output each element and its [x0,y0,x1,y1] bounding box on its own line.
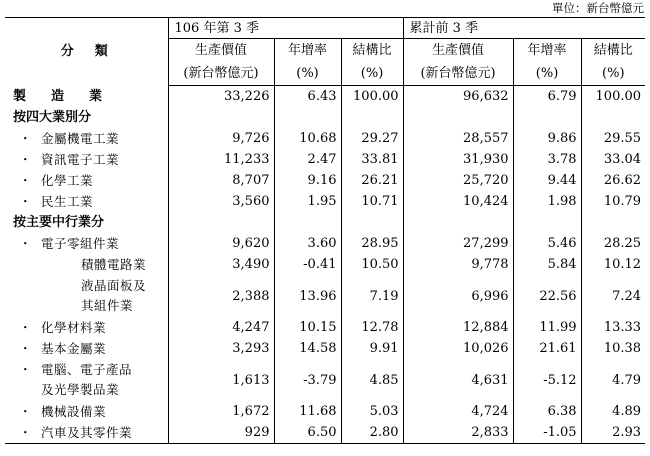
bullet-icon: ・ [19,152,33,167]
bullet-icon: ・ [19,131,33,146]
section-heading-row-1 [5,107,645,128]
row-label: 積體電路業 [81,257,147,272]
cell-growth: 22.56 [513,275,581,317]
cell-growth: 6.50 [274,422,341,444]
table-row [5,401,645,422]
header-category: 分 類 [5,18,168,86]
row-label: 金屬機電工業 [41,131,120,146]
row-label-line1: 液晶面板及 [81,278,147,293]
cell-value: 9,726 [168,128,274,149]
cell-value: 4,631 [403,359,513,401]
cell-growth: 9.44 [513,170,581,191]
row-label: 基本金屬業 [41,341,107,356]
header-unit-pct-1: (%) [274,62,341,86]
cell-growth: -0.41 [274,254,341,275]
cell-value: 33,226 [168,86,274,108]
table-row [5,128,645,149]
cell-growth: 3.60 [274,233,341,254]
cell-structure: 10.50 [341,254,403,275]
row-label-line1: 電腦、電子產品 [41,362,133,377]
cell-growth: 5.46 [513,233,581,254]
cell-value: 28,557 [403,128,513,149]
cell-growth: 2.47 [274,149,341,170]
header-unit-value-1: (新台幣億元) [168,62,274,86]
cell-growth: 21.61 [513,338,581,359]
cell-value: 2,388 [168,275,274,317]
cell-value: 1,672 [168,401,274,422]
cell-structure: 13.33 [581,317,645,338]
header-unit-pct-2: (%) [341,62,403,86]
bullet-icon: ・ [19,362,33,377]
cell-structure: 26.62 [581,170,645,191]
cell-structure: 7.24 [581,275,645,317]
header-growth-1: 年增率 [274,39,341,63]
row-label-line2: 其組件業 [81,298,134,313]
cell-growth: 11.99 [513,317,581,338]
cell-value: 8,707 [168,170,274,191]
bullet-icon: ・ [19,320,33,335]
cell-growth: 6.43 [274,86,341,108]
cell-value: 3,560 [168,191,274,212]
cell-value: 10,424 [403,191,513,212]
bullet-icon: ・ [19,404,33,419]
header-period-q3: 106 年第 3 季 [168,18,403,39]
row-label-total: 製 造 業 [13,88,109,104]
cell-value: 9,620 [168,233,274,254]
cell-value: 25,720 [403,170,513,191]
row-label: 電子零組件業 [41,236,120,251]
row-label: 化學材料業 [41,320,107,335]
row-label: 化學工業 [41,173,94,188]
cell-growth: -1.05 [513,422,581,444]
table-row [5,191,645,212]
section-heading: 按主要中行業分 [13,215,105,230]
cell-growth: -5.12 [513,359,581,401]
table-row [5,359,645,401]
cell-value: 1,613 [168,359,274,401]
table-row [5,338,645,359]
cell-structure: 12.78 [341,317,403,338]
bullet-icon: ・ [19,341,33,356]
header-period-ytd: 累計前 3 季 [403,18,645,39]
cell-growth: 10.68 [274,128,341,149]
header-unit-pct-4: (%) [581,62,645,86]
row-label: 機械設備業 [41,404,107,419]
cell-structure: 28.95 [341,233,403,254]
production-value-table [5,17,645,444]
cell-growth: -3.79 [274,359,341,401]
cell-structure: 4.79 [581,359,645,401]
cell-structure: 100.00 [341,86,403,108]
cell-structure: 4.85 [341,359,403,401]
row-label: 汽車及其零件業 [41,425,133,440]
cell-value: 11,233 [168,149,274,170]
cell-value: 10,026 [403,338,513,359]
table-row [5,422,645,444]
cell-growth: 6.38 [513,401,581,422]
cell-value: 6,996 [403,275,513,317]
cell-structure: 2.93 [581,422,645,444]
cell-structure: 7.19 [341,275,403,317]
cell-structure: 5.03 [341,401,403,422]
cell-growth: 14.58 [274,338,341,359]
cell-growth: 9.86 [513,128,581,149]
cell-growth: 1.95 [274,191,341,212]
row-label: 民生工業 [41,194,94,209]
row-label-line2: 及光學製品業 [41,382,120,397]
cell-value: 96,632 [403,86,513,108]
bullet-icon: ・ [19,173,33,188]
bullet-icon: ・ [19,236,33,251]
cell-value: 9,778 [403,254,513,275]
table-row [5,149,645,170]
cell-structure: 28.25 [581,233,645,254]
cell-structure: 9.91 [341,338,403,359]
header-growth-2: 年增率 [513,39,581,63]
cell-growth: 5.84 [513,254,581,275]
cell-structure: 26.21 [341,170,403,191]
cell-structure: 10.38 [581,338,645,359]
header-value-1: 生產價值 [168,39,274,63]
header-structure-1: 結構比 [341,39,403,63]
header-row-period [5,18,645,39]
cell-value: 12,884 [403,317,513,338]
cell-structure: 10.12 [581,254,645,275]
table-row [5,233,645,254]
cell-value: 3,490 [168,254,274,275]
cell-growth: 10.15 [274,317,341,338]
section-heading-row-2 [5,212,645,233]
header-value-2: 生產價值 [403,39,513,63]
bullet-icon: ・ [19,194,33,209]
cell-growth: 1.98 [513,191,581,212]
cell-structure: 29.55 [581,128,645,149]
header-unit-value-2: (新台幣億元) [403,62,513,86]
cell-structure: 10.71 [341,191,403,212]
cell-structure: 33.81 [341,149,403,170]
table-row [5,254,645,275]
row-label: 資訊電子工業 [41,152,120,167]
cell-structure: 29.27 [341,128,403,149]
bullet-icon: ・ [19,425,33,440]
cell-value: 4,247 [168,317,274,338]
cell-value: 929 [168,422,274,444]
header-unit-pct-3: (%) [513,62,581,86]
cell-structure: 2.80 [341,422,403,444]
cell-structure: 33.04 [581,149,645,170]
cell-value: 31,930 [403,149,513,170]
cell-structure: 100.00 [581,86,645,108]
section-heading: 按四大業別分 [13,110,92,125]
table-row [5,275,645,317]
cell-value: 2,833 [403,422,513,444]
cell-structure: 10.79 [581,191,645,212]
table-row [5,170,645,191]
cell-value: 4,724 [403,401,513,422]
unit-note: 單位：新台幣億元 [552,1,644,15]
header-structure-2: 結構比 [581,39,645,63]
table-row-total [5,86,645,108]
cell-growth: 3.78 [513,149,581,170]
cell-growth: 11.68 [274,401,341,422]
cell-growth: 9.16 [274,170,341,191]
cell-value: 3,293 [168,338,274,359]
cell-value: 27,299 [403,233,513,254]
cell-growth: 6.79 [513,86,581,108]
cell-growth: 13.96 [274,275,341,317]
table-row [5,317,645,338]
cell-structure: 4.89 [581,401,645,422]
